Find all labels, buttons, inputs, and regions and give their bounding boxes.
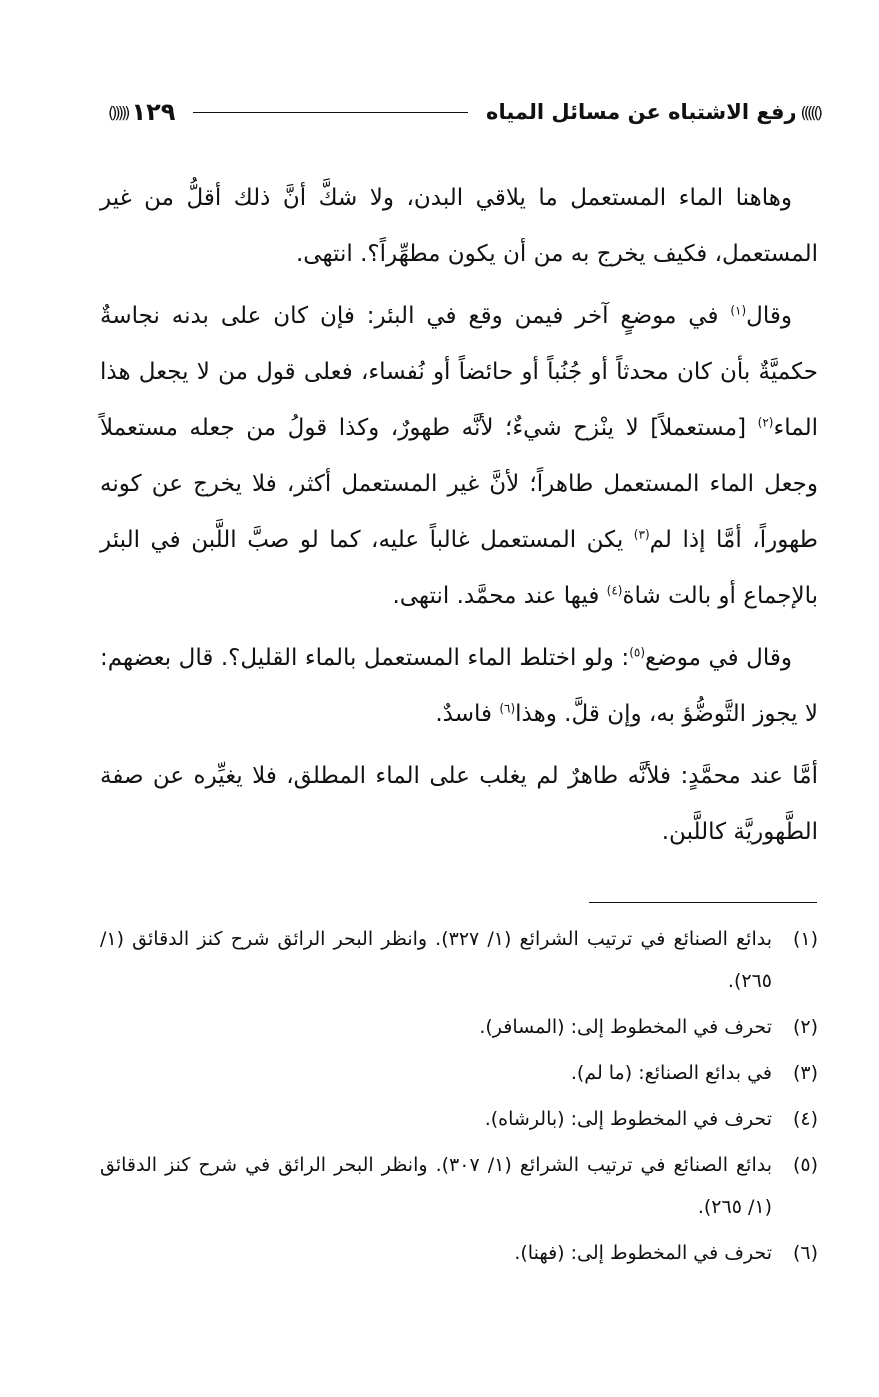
footnote-number: (٣) bbox=[792, 1062, 818, 1084]
footnote-text: تحرف في المخطوط إلى: (بالرشاه). bbox=[484, 1108, 772, 1130]
header-title: رفع الاشتباه عن مسائل المياه bbox=[486, 100, 797, 124]
paragraph-2-text: في موضعٍ آخر فيمن وقع في البئر: فإن كان على بدنه نجاسةٌ حكميَّةٌ بأن كان محدثاً أو جُنُباً أو حائضاً أو نُفساء، فعلى قول من لا يجعل هذا الماء bbox=[100, 303, 818, 441]
footnote-ref-6[interactable]: (٦) bbox=[499, 701, 516, 716]
footnote-text: تحرف في المخطوط إلى: (فهنا). bbox=[514, 1242, 772, 1264]
footnote-6 bbox=[100, 1232, 818, 1274]
footnote-text: بدائع الصنائع في ترتيب الشرائع (١/ ٣٢٧). وانظر البحر الرائق شرح كنز الدقائق (١/ ٢٦٥). bbox=[100, 928, 772, 992]
footnote-text: في بدائع الصنائع: (ما لم). bbox=[570, 1062, 772, 1084]
footnote-number: (٦) bbox=[792, 1242, 818, 1264]
running-header bbox=[108, 92, 820, 132]
footnote-ref-5[interactable]: (٥) bbox=[629, 645, 646, 660]
paragraph-2-text: [مستعملاً] لا ينْزح شيءٌ؛ لأنَّه طهورٌ، وكذا قولُ من جعله مستعملاً وجعل الماء المستعمل طاهراً؛ لأنَّ غير المستعمل أكثر، فلا يخرج عن كونه طهوراً، أمَّا إذا لم bbox=[100, 415, 818, 553]
main-text bbox=[100, 170, 818, 866]
footnote-ref-1[interactable]: (١) bbox=[730, 303, 747, 318]
header-ornament-left: ())))) bbox=[108, 102, 128, 122]
paragraph-3-text: وقال في موضع bbox=[645, 645, 792, 671]
footnote-2 bbox=[100, 1006, 818, 1048]
footnote-number: (١) bbox=[792, 928, 818, 950]
footnote-ref-4[interactable]: (٤) bbox=[606, 583, 623, 598]
footnote-3 bbox=[100, 1052, 818, 1094]
footnote-ref-2[interactable]: (٢) bbox=[757, 415, 774, 430]
footnote-1 bbox=[100, 918, 818, 1002]
paragraph-2-text: فيها عند محمَّد. انتهى. bbox=[392, 583, 607, 609]
page-number: ١٢٩ bbox=[131, 98, 176, 126]
footnote-number: (٤) bbox=[792, 1108, 818, 1130]
paragraph-2-text: يكن المستعمل غالباً عليه، كما لو صبَّ اللَّبن في البئر بالإجماع أو بالت شاة bbox=[100, 527, 818, 609]
paragraph-2 bbox=[100, 288, 818, 624]
footnotes bbox=[100, 918, 818, 1278]
footnote-ref-3[interactable]: (٣) bbox=[633, 527, 650, 542]
footnote-4 bbox=[100, 1098, 818, 1140]
footnote-number: (٢) bbox=[792, 1016, 818, 1038]
footnote-text: تحرف في المخطوط إلى: (المسافر). bbox=[479, 1016, 772, 1038]
paragraph-1 bbox=[100, 170, 818, 282]
paragraph-3 bbox=[100, 630, 818, 742]
paragraph-1-text: وهاهنا الماء المستعمل ما يلاقي البدن، ولا شكَّ أنَّ ذلك أقلُّ من غير المستعمل، فكيف يخرج به من أن يكون مطهِّراً؟. انتهى. bbox=[100, 185, 818, 267]
footnote-separator bbox=[589, 902, 817, 903]
header-rule bbox=[193, 112, 468, 113]
header-ornament-right: ((((() bbox=[800, 102, 820, 122]
footnote-5 bbox=[100, 1144, 818, 1228]
paragraph-2-text: وقال bbox=[746, 303, 792, 329]
footnote-number: (٥) bbox=[792, 1154, 818, 1176]
paragraph-3-text: فاسدٌ. bbox=[435, 701, 500, 727]
paragraph-4-text: أمَّا عند محمَّدٍ: فلأنَّه طاهرٌ لم يغلب على الماء المطلق، فلا يغيِّره عن صفة الطَّهوريَّة كاللَّبن. bbox=[100, 763, 818, 845]
paragraph-3-text: : ولو اختلط الماء المستعمل بالماء القليل؟. قال بعضهم: لا يجوز التَّوضُّؤ به، وإن قلَّ. وهذا bbox=[100, 645, 818, 727]
footnote-text: بدائع الصنائع في ترتيب الشرائع (١/ ٣٠٧). وانظر البحر الرائق في شرح كنز الدقائق (١/ ٢٦٥). bbox=[100, 1154, 772, 1218]
paragraph-4 bbox=[100, 748, 818, 860]
